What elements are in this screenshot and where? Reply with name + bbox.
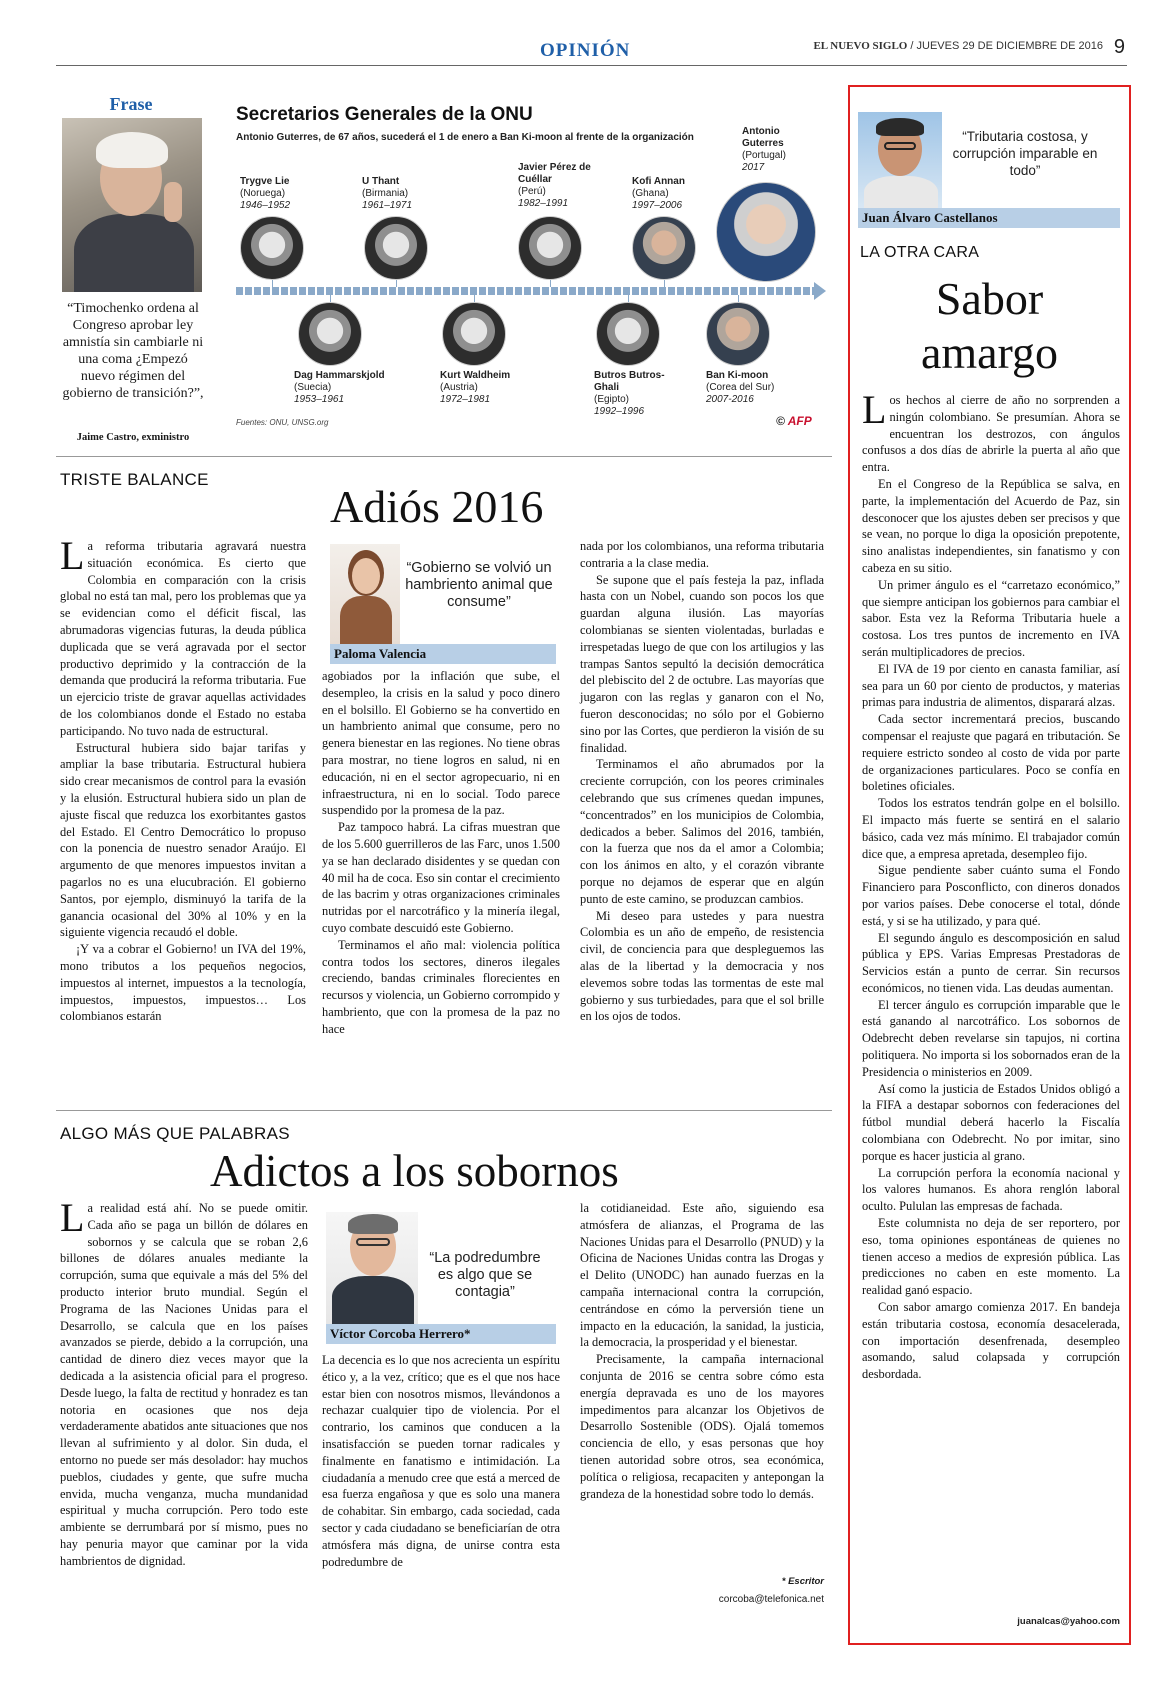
article-column: nada por los colombianos, una reforma tributaria contraria a la clase media. Se supone que el país festeja la paz, inflada hasta con un Nobel, cuando son pocos los que guardan alguna ilusión. Las mayorías colombianas se sienten violentadas, burladas e irrespetadas luego de que con los artilugios y las trampas Santos sepultó la decisión democrática del plebiscito del 2 de octubre. Las mayorías que jugaron con las reglas y ganaron con el No, fueron desconocidas; no sólo por el Gobierno sino por las Cortes, que perdieron la visión de su finalidad. Terminamos el año abrumados por la creciente corrupción, con los peores criminales celebrando que sus crímenes quedan impunes, “concentrados” en los municipios de Colombia, dedicados a beber. Salimos del 2016, también, con la fuerza que nos da el amor a Colombia; con los ánimos en alto, y el corazón vibrante porque no dejamos de esperar que en algún punto de este camino, se produzcan cambios. Mi deseo para ustedes y para nuestra Colombia es un año de empeño, de resistencia civil, de conciencia para que despleguemos las alas de la libertad y la democracia y nos elevemos sobre todas las tormentas de este mal gobierno y sus turbiedades, para que el sol brille en los ojos de todos. bbox=[580, 539, 824, 1024]
headline: Adictos a los sobornos bbox=[210, 1146, 619, 1196]
secretary-label: Ban Ki-moon (Corea del Sur) 2007-2016 bbox=[706, 370, 775, 405]
secretary-label: Antonio Guterres (Portugal) 2017 bbox=[742, 126, 786, 173]
secretary-label: Dag Hammarskjold (Suecia) 1953–1961 bbox=[294, 370, 385, 405]
page-number: 9 bbox=[1113, 36, 1125, 58]
afp-logo: © AFP bbox=[776, 414, 812, 428]
infographic-source: Fuentes: ONU, UNSG.org bbox=[236, 418, 329, 427]
headline: Adiós 2016 bbox=[330, 481, 544, 532]
drop-cap: L bbox=[862, 387, 887, 432]
pull-quote: “La podredumbre es algo que se contagia” bbox=[429, 1250, 541, 1300]
author-footnote: * Escritor bbox=[781, 1576, 824, 1587]
infographic-title: Secretarios Generales de la ONU bbox=[236, 104, 533, 125]
author-photo bbox=[330, 544, 400, 644]
section-title: OPINIÓN bbox=[540, 40, 631, 61]
secretary-portrait bbox=[442, 302, 506, 366]
secretary-portrait bbox=[298, 302, 362, 366]
timeline-bar bbox=[236, 287, 816, 295]
secretary-label: U Thant (Birmania) 1961–1971 bbox=[362, 176, 413, 211]
pull-quote: “Tributaria costosa, y corrupción imparable en todo” bbox=[952, 129, 1098, 178]
article-column: la cotidianeidad. Este año, siguiendo esa atmósfera de alianzas, el Programa de las Naciones Unidas para el Desarrollo (PNUD) y la Oficina de Naciones Unidas contra las Drogas y el Delito (UNODC) han aunado fuerzas en la campaña internacional contra la corrupción, centrándose en cómo la perversión tiene un impacto en la educación, la sanidad, la justicia, la democracia, la prosperidad y el bienestar. Precisamente, la campaña internacional conjunta de 2016 se centra sobre cómo esta energía depravada es uno de los mayores impedimentos para alcanzar los Objetivos de Desarrollo Sostenible (ODS). Ojalá tomemos conciencia de ello, y esas personas que hoy tienen autoridad sobre otros, sea económica, política o religiosa, recapaciten y antepongan la grandeza de la honestidad sobre todo lo demás. bbox=[580, 1201, 824, 1501]
drop-cap: L bbox=[60, 533, 85, 578]
article-column: agobiados por la inflación que sube, el desempleo, la crisis en la salud y poco dinero en el bolsillo. El Gobierno se ha convertido en un hambriento animal que consume, pero no genera bienestar en las regiones. No tiene obras para mostrar, no tiene logros en salud, ni en educación, ni en el sector agropecuario, ni en infraestructura, ni en lo social. Todo parece suspendido por la promesa de la paz. Paz tampoco habrá. La cifras muestran que de los 5.600 guerrilleros de las Farc, unos 1.500 ya se han declarado disidentes y se quedan con 40 mil ha de coca. Eso sin contar el crecimiento de las bacrim y otras organizaciones criminales nutridas por el narcotráfico y la minería ilegal, cuyo combate descuidó este Gobierno. Terminamos el año mal: violencia política contra todos los sectores, dineros ilegales creciendo, bandas criminales florecientes en recursos y violencia, un Gobierno corrompido y hambriento, que con la promesa de la paz no hace bbox=[322, 669, 560, 1036]
frase-label: Frase bbox=[109, 94, 153, 114]
frase-quote: “Timochenko ordena al Congreso aprobar ley amnistía sin cambiarle ni una coma ¿Empezó nuevo régimen del gobierno de transición?”, bbox=[62, 301, 204, 401]
pull-quote: “Gobierno se volvió un hambriento animal que consume” bbox=[405, 560, 553, 610]
secretary-portrait bbox=[364, 216, 428, 280]
drop-cap: L bbox=[60, 1195, 85, 1240]
secretary-portrait bbox=[706, 302, 770, 366]
article-column: La reforma tributaria agravará nuestra situación económica. Es cierto que Colombia en comparación con la crisis global no está tan mal, pero los problemas que ya se evidencian como el déficit fiscal, las abrumadoras vigencias futuras, la deuda pública duplicada que se verá agravada por el sector productivo deprimido y la contracción de la demanda que producirá la reforma tributaria. Fue un ejercicio triste de gravar aquellas actividades de los colombianos donde el Estado no estaba participando. No tuvo nada de estructural. Estructural hubiera sido bajar tarifas y ampliar la base tributaria. Estructural hubiera sido crear mecanismos de control para la evasión y la elusión. Estructural hubiera sido un plan de ajuste fiscal que reduzca los exorbitantes gastos del Estado. El Centro Democrático lo propuso con la ponencia de nuestro senador Araújo. El argumento de que menores impuestos invitan a pagarlos no es una elucubración. El gobierno Santos, por ejemplo, disminuyó la tarifa de la ganancia ocasional del 30% al 10% y en la siguiente vigencia recaudó el doble. ¡Y va a cobrar el Gobierno! un IVA del 19%, mono tributos a los pequeños negocios, impuestos al internet, impuestos a la tecnología, impuestos, impuestos, impuestos… Los colombianos estarán bbox=[60, 533, 306, 1024]
article-column: Los hechos al cierre de año no sorprenden a ningún colombiano. Se presumían. Ahora se encuentran los destrozos, con ángulos confusos a dos días de abrirle la puerta al año que entra. En el Congreso de la República se salva, en parte, la implementación del Acuerdo de Paz, sin desconocer que los ajustes deben ser precisos y que se vean, no porque lo diga la oposición prepotente, sino analistas independientes, sin fanatismo y con cabeza en su sitio. Un primer ángulo es el “carretazo económico,” que siempre anticipan los gobiernos para cambiar el sabor. Esta vez la Reforma Tributaria huele a costosa. Los tres puntos de incremento en IVA serán multiplicadores de precios. El IVA de 19 por ciento en canasta familiar, así sea para un 60 por ciento de productos, y materias primas para industria de alimentos, disparará alzas. Cada sector incrementará precios, buscando compensar el reajuste que pagará en tributación. Se requiere estricto sondeo al costo de vida por parte de organizaciones particulares. Poco se confía en boletines oficiales. Todos los estratos tendrán golpe en el bolsillo. El impacto más fuerte se sentirá en el salario básico, cada vez más mínimo. El trabajador común dice que, a empresa apretada, desempleo fijo. Sigue pendiente saber cuánto suma el Fondo Financiero para Posconflicto, con dineros donados por varios países. Debe conocerse el total, dónde está, y si se ha utilizado, y para qué. El segundo ángulo es descomposición en salud pública y EPS. Varias Empresas Prestadoras de Servicios están a punto de cerrar. Sin recursos económicos, no tienen vida. Las deudas aumentan. El tercer ángulo es corrupción imparable que le está ganando al narcotráfico. Los sobornos de Odebrecht deben revelarse sin tapujos, ni cortina politiquera. No importa si los sobornados eran de la Presidencia o ministerios en 2009. Así como la justicia de Estados Unidos obligó a la FIFA a destapar sobornos con federaciones del fútbol mundial deberá hacerlo la Fiscalía colombiana con Odebrecht. No por imitar, sino porque es hacer justicia al grano. La corrupción perfora la economía nacional y los valores humanos. Es ahora renglón laboral oculto. Pululan las empresas de fachada. Este columnista no deja de ser reportero, por eso, toma opiniones espontáneas de quienes no tienen acceso a medios de expresión pública. Las predicciones no caben en este momento. La realidad ganó espacio. Con sabor amargo comienza 2017. En bandeja están tributaria costosa, economía desacelerada, con importación desenfrenada, desempleo asomando, salud colapsada y corrupción desbordada. bbox=[862, 387, 1120, 1382]
timeline-arrow bbox=[814, 282, 826, 300]
section-label: TRISTE BALANCE bbox=[60, 470, 209, 489]
secretary-label: Kurt Waldheim (Austria) 1972–1981 bbox=[440, 370, 511, 405]
secretary-portrait bbox=[518, 216, 582, 280]
secretary-portrait bbox=[632, 216, 696, 280]
secretary-portrait-current bbox=[716, 182, 816, 282]
article-column: La realidad está ahí. No se puede omitir. Cada año se paga un billón de dólares en sobornos y se calcula que se roban 2,6 billones de dólares anuales mediante la corrupción, suma que equivale a más del 5% del producto interior bruto mundial. Según el Programa de las Naciones Unidas para el Desarrollo, se calcula que en los países avanzados se pierde, debido a la corrupción, una cantidad de dinero diez veces mayor que la dedicada a la asistencia oficial para el progreso. Desde luego, la falta de rectitud y honradez es tan notoria en ocasiones que nos deja verdaderamente abatidos ante situaciones que nos llevan al sufrimiento y al dolor. Sin duda, el entorno no puede ser más desolador: hay muchos pueblos, ciudades y gente, que sufre mucha envida, mucha venganza, mucha mundanidad espiritual y mucha corrupción. Pero todo este ambiente se derrumbará por sí mismo, pues no hay penuria mayor que caminar por la vida hambrientos de dignidad. bbox=[60, 1195, 308, 1568]
masthead bbox=[813, 40, 1103, 52]
author-name: Paloma Valencia bbox=[330, 644, 556, 664]
author-photo bbox=[858, 112, 942, 208]
author-email[interactable]: corcoba@telefonica.net bbox=[718, 1594, 824, 1605]
header-divider bbox=[56, 65, 1127, 66]
secretary-label: Kofi Annan (Ghana) 1997–2006 bbox=[632, 176, 685, 211]
infographic-subtitle: Antonio Guterres, de 67 años, sucederá el 1 de enero a Ban Ki-moon al frente de la organización bbox=[236, 132, 694, 143]
secretary-portrait bbox=[240, 216, 304, 280]
secretary-label: Butros Butros-Ghali (Egipto) 1992–1996 bbox=[594, 370, 665, 417]
section-label: LA OTRA CARA bbox=[860, 244, 980, 261]
author-photo bbox=[326, 1212, 418, 1324]
author-name: Víctor Corcoba Herrero* bbox=[326, 1324, 556, 1344]
section-label: ALGO MÁS QUE PALABRAS bbox=[60, 1124, 290, 1143]
article-column: La decencia es lo que nos acrecienta un espíritu ético y, a la vez, crítico; que es el que nos hace estar bien con nosotros mismos, llevándonos a rechazar cualquier tipo de violencia. Por el contrario, los caminos que conducen a la insatisfacción se pueden tornar radicales y finalmente en fanatismo e intimidación. La ciudadanía a menudo cree que está a merced de esa fuerza engañosa y que es solo una manera de cohabitar. Sin embargo, cada sociedad, cada sector y cada ciudadano se beneficiarían de otra atmósfera más digna, de unirse contra esta podredumbre de bbox=[322, 1353, 560, 1569]
frase-author: Jaime Castro, exministro bbox=[76, 432, 190, 443]
secretary-label: Javier Pérez de Cuéllar (Perú) 1982–1991 bbox=[518, 162, 591, 209]
secretary-label: Trygve Lie (Noruega) 1946–1952 bbox=[240, 176, 291, 211]
section-divider bbox=[56, 1110, 832, 1111]
headline: Sabor amargo bbox=[920, 273, 1059, 378]
frase-photo bbox=[62, 118, 202, 292]
author-name: Juan Álvaro Castellanos bbox=[858, 208, 1120, 228]
newspaper-name: EL NUEVO SIGLO bbox=[813, 40, 908, 52]
author-email[interactable]: juanalcas@yahoo.com bbox=[1017, 1616, 1120, 1627]
section-divider bbox=[56, 456, 832, 457]
issue-date: / JUEVES 29 DE DICIEMBRE DE 2016 bbox=[907, 40, 1103, 52]
secretary-portrait bbox=[596, 302, 660, 366]
